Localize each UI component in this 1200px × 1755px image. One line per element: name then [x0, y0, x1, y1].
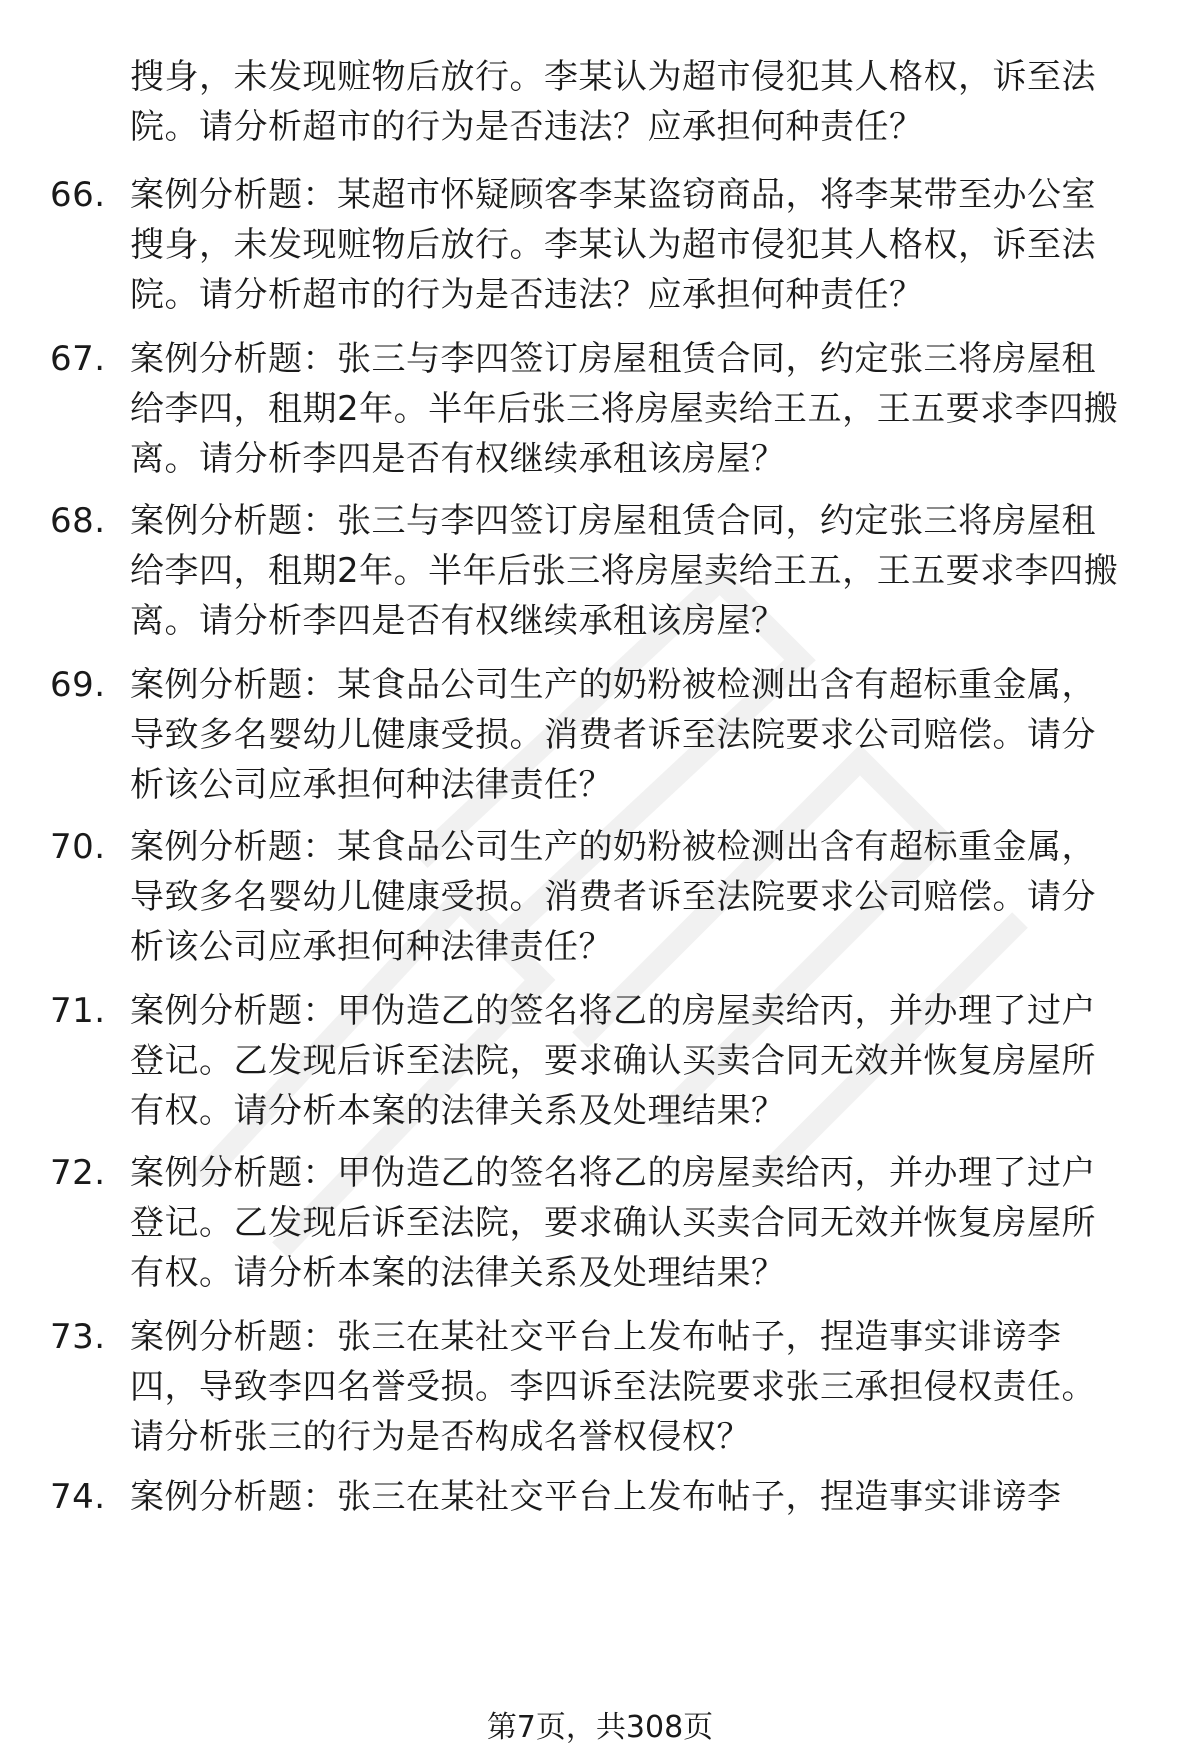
question-text: [130, 334, 1170, 484]
question-number: 68.: [50, 501, 106, 541]
question-text: [130, 1472, 1170, 1522]
question-line: 给李四，租期2年。半年后张三将房屋卖给王五，王五要求李四搬: [130, 551, 1119, 591]
question-line: 给李四，租期2年。半年后张三将房屋卖给王五，王五要求李四搬: [130, 389, 1119, 429]
question-number: 73.: [50, 1317, 106, 1357]
question-text: [130, 822, 1170, 972]
question-line: 导致多名婴幼儿健康受损。消费者诉至法院要求公司赔偿。请分: [130, 877, 1096, 917]
question-line: 案例分析题：某超市怀疑顾客李某盗窃商品，将李某带至办公室: [130, 175, 1096, 215]
question-line: 四，导致李四名誉受损。李四诉至法院要求张三承担侵权责任。: [130, 1367, 1096, 1407]
question-text: [130, 1312, 1170, 1462]
question-line: 院。请分析超市的行为是否违法？应承担何种责任？: [130, 275, 924, 315]
question-line: 离。请分析李四是否有权继续承租该房屋？: [130, 439, 786, 479]
question-text: [130, 660, 1170, 810]
question-line: 案例分析题：张三与李四签订房屋租赁合同，约定张三将房屋租: [130, 339, 1096, 379]
question-line: 析该公司应承担何种法律责任？: [130, 765, 613, 805]
question-line: 案例分析题：某食品公司生产的奶粉被检测出含有超标重金属，: [130, 665, 1096, 705]
question-number: 67.: [50, 339, 106, 379]
page-footer: 第7页，共308页: [486, 1710, 714, 1745]
question-line: 请分析张三的行为是否构成名誉权侵权？: [130, 1417, 751, 1457]
question-text: [130, 1148, 1170, 1298]
question-line: 登记。乙发现后诉至法院，要求确认买卖合同无效并恢复房屋所: [130, 1203, 1096, 1243]
question-line: 登记。乙发现后诉至法院，要求确认买卖合同无效并恢复房屋所: [130, 1041, 1096, 1081]
paragraph-line: 院。请分析超市的行为是否违法？应承担何种责任？: [130, 107, 924, 147]
question-line: 案例分析题：某食品公司生产的奶粉被检测出含有超标重金属，: [130, 827, 1096, 867]
question-line: 搜身，未发现赃物后放行。李某认为超市侵犯其人格权，诉至法: [130, 225, 1096, 265]
question-number: 72.: [50, 1153, 106, 1193]
paragraph-line: 搜身，未发现赃物后放行。李某认为超市侵犯其人格权，诉至法: [130, 57, 1096, 97]
question-text: [130, 986, 1170, 1136]
question-number: 69.: [50, 665, 106, 705]
question-line: 有权。请分析本案的法律关系及处理结果？: [130, 1091, 786, 1131]
question-number: 66.: [50, 175, 106, 215]
question-text: [130, 170, 1170, 320]
question-line: 有权。请分析本案的法律关系及处理结果？: [130, 1253, 786, 1293]
question-line: 案例分析题：张三在某社交平台上发布帖子，捏造事实诽谤李: [130, 1477, 1062, 1517]
question-line: 案例分析题：张三与李四签订房屋租赁合同，约定张三将房屋租: [130, 501, 1096, 541]
question-line: 案例分析题：甲伪造乙的签名将乙的房屋卖给丙，并办理了过户: [130, 1153, 1096, 1193]
question-line: 案例分析题：甲伪造乙的签名将乙的房屋卖给丙，并办理了过户: [130, 991, 1096, 1031]
question-number: 74.: [50, 1477, 106, 1517]
question-number: 70.: [50, 827, 106, 867]
question-line: 离。请分析李四是否有权继续承租该房屋？: [130, 601, 786, 641]
question-text: [130, 496, 1170, 646]
question-line: 析该公司应承担何种法律责任？: [130, 927, 613, 967]
question-number: 71.: [50, 991, 106, 1031]
continued-paragraph: [130, 52, 1170, 152]
question-line: 导致多名婴幼儿健康受损。消费者诉至法院要求公司赔偿。请分: [130, 715, 1096, 755]
question-line: 案例分析题：张三在某社交平台上发布帖子，捏造事实诽谤李: [130, 1317, 1062, 1357]
